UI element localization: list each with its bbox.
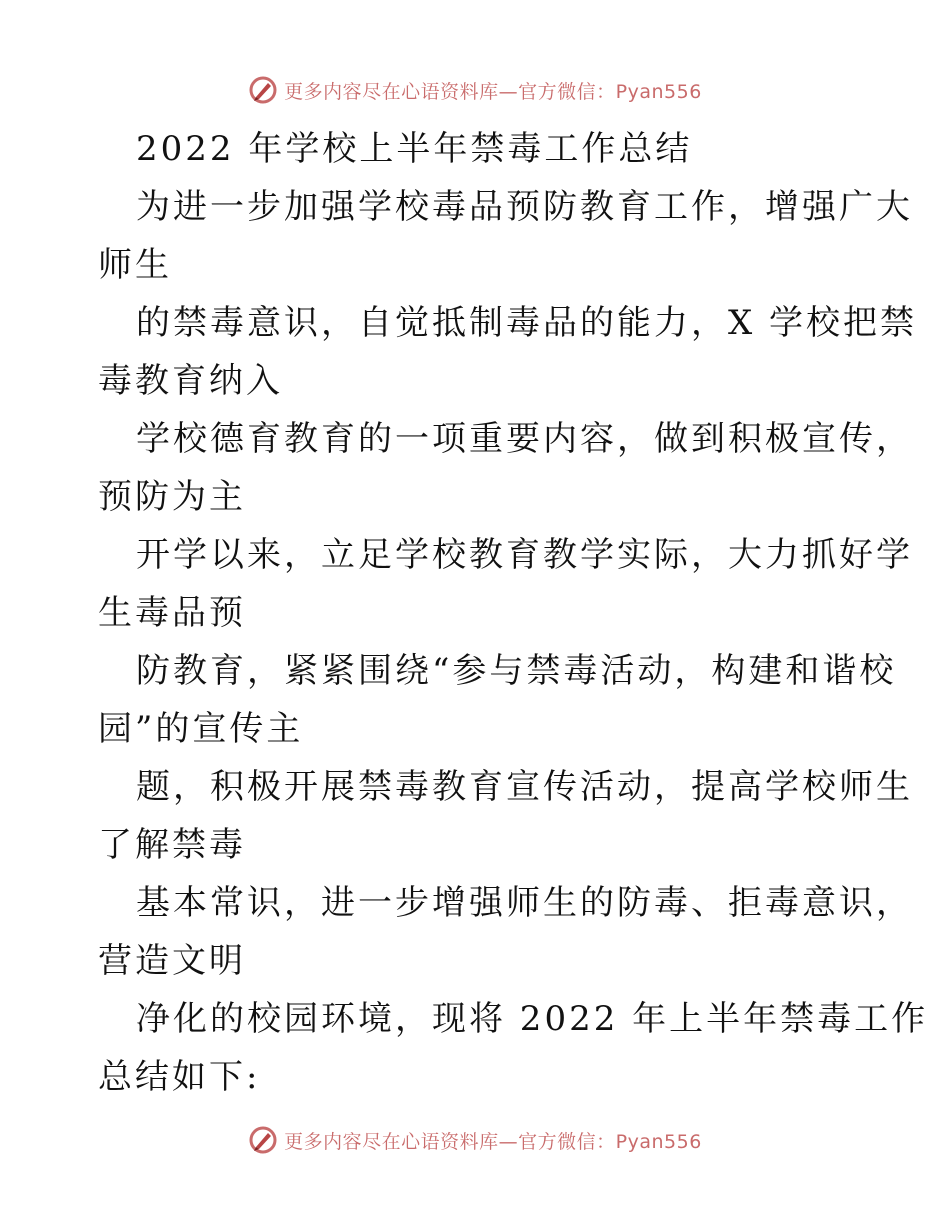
paragraph-line: 为进一步加强学校毒品预防教育工作，增强广大 — [136, 187, 913, 227]
paragraph-line: 园”的宣传主 — [98, 709, 304, 749]
document-title: 2022 年学校上半年禁毒工作总结 — [136, 129, 693, 169]
paragraph-line: 学校德育教育的一项重要内容，做到积极宣传， — [136, 419, 913, 459]
quill-pen-logo-icon — [248, 75, 278, 105]
paragraph-line: 题，积极开展禁毒教育宣传活动，提高学校师生 — [136, 767, 913, 807]
watermark-text: 更多内容尽在心语资料库—官方微信：Pyan556 — [284, 80, 702, 103]
paragraph-line: 防教育，紧紧围绕“参与禁毒活动，构建和谐校 — [136, 651, 897, 691]
paragraph-line: 预防为主 — [98, 477, 246, 517]
header-watermark — [0, 70, 950, 110]
paragraph-line: 净化的校园环境，现将 2022 年上半年禁毒工作 — [136, 999, 929, 1039]
watermark-text: 更多内容尽在心语资料库—官方微信：Pyan556 — [284, 1130, 702, 1153]
paragraph-line: 生毒品预 — [98, 593, 246, 633]
paragraph-line: 开学以来，立足学校教育教学实际，大力抓好学 — [136, 535, 913, 575]
footer-watermark — [0, 1120, 950, 1160]
paragraph-line: 了解禁毒 — [98, 825, 246, 865]
paragraph-line: 的禁毒意识，自觉抵制毒品的能力，X 学校把禁 — [136, 303, 918, 343]
document-body — [98, 120, 929, 1106]
quill-pen-logo-icon — [248, 1125, 278, 1155]
paragraph-line: 基本常识，进一步增强师生的防毒、拒毒意识， — [136, 883, 913, 923]
paragraph-line: 营造文明 — [98, 941, 246, 981]
paragraph-line: 总结如下: — [98, 1057, 261, 1097]
paragraph-line: 毒教育纳入 — [98, 361, 283, 401]
paragraph-line: 师生 — [98, 245, 172, 285]
